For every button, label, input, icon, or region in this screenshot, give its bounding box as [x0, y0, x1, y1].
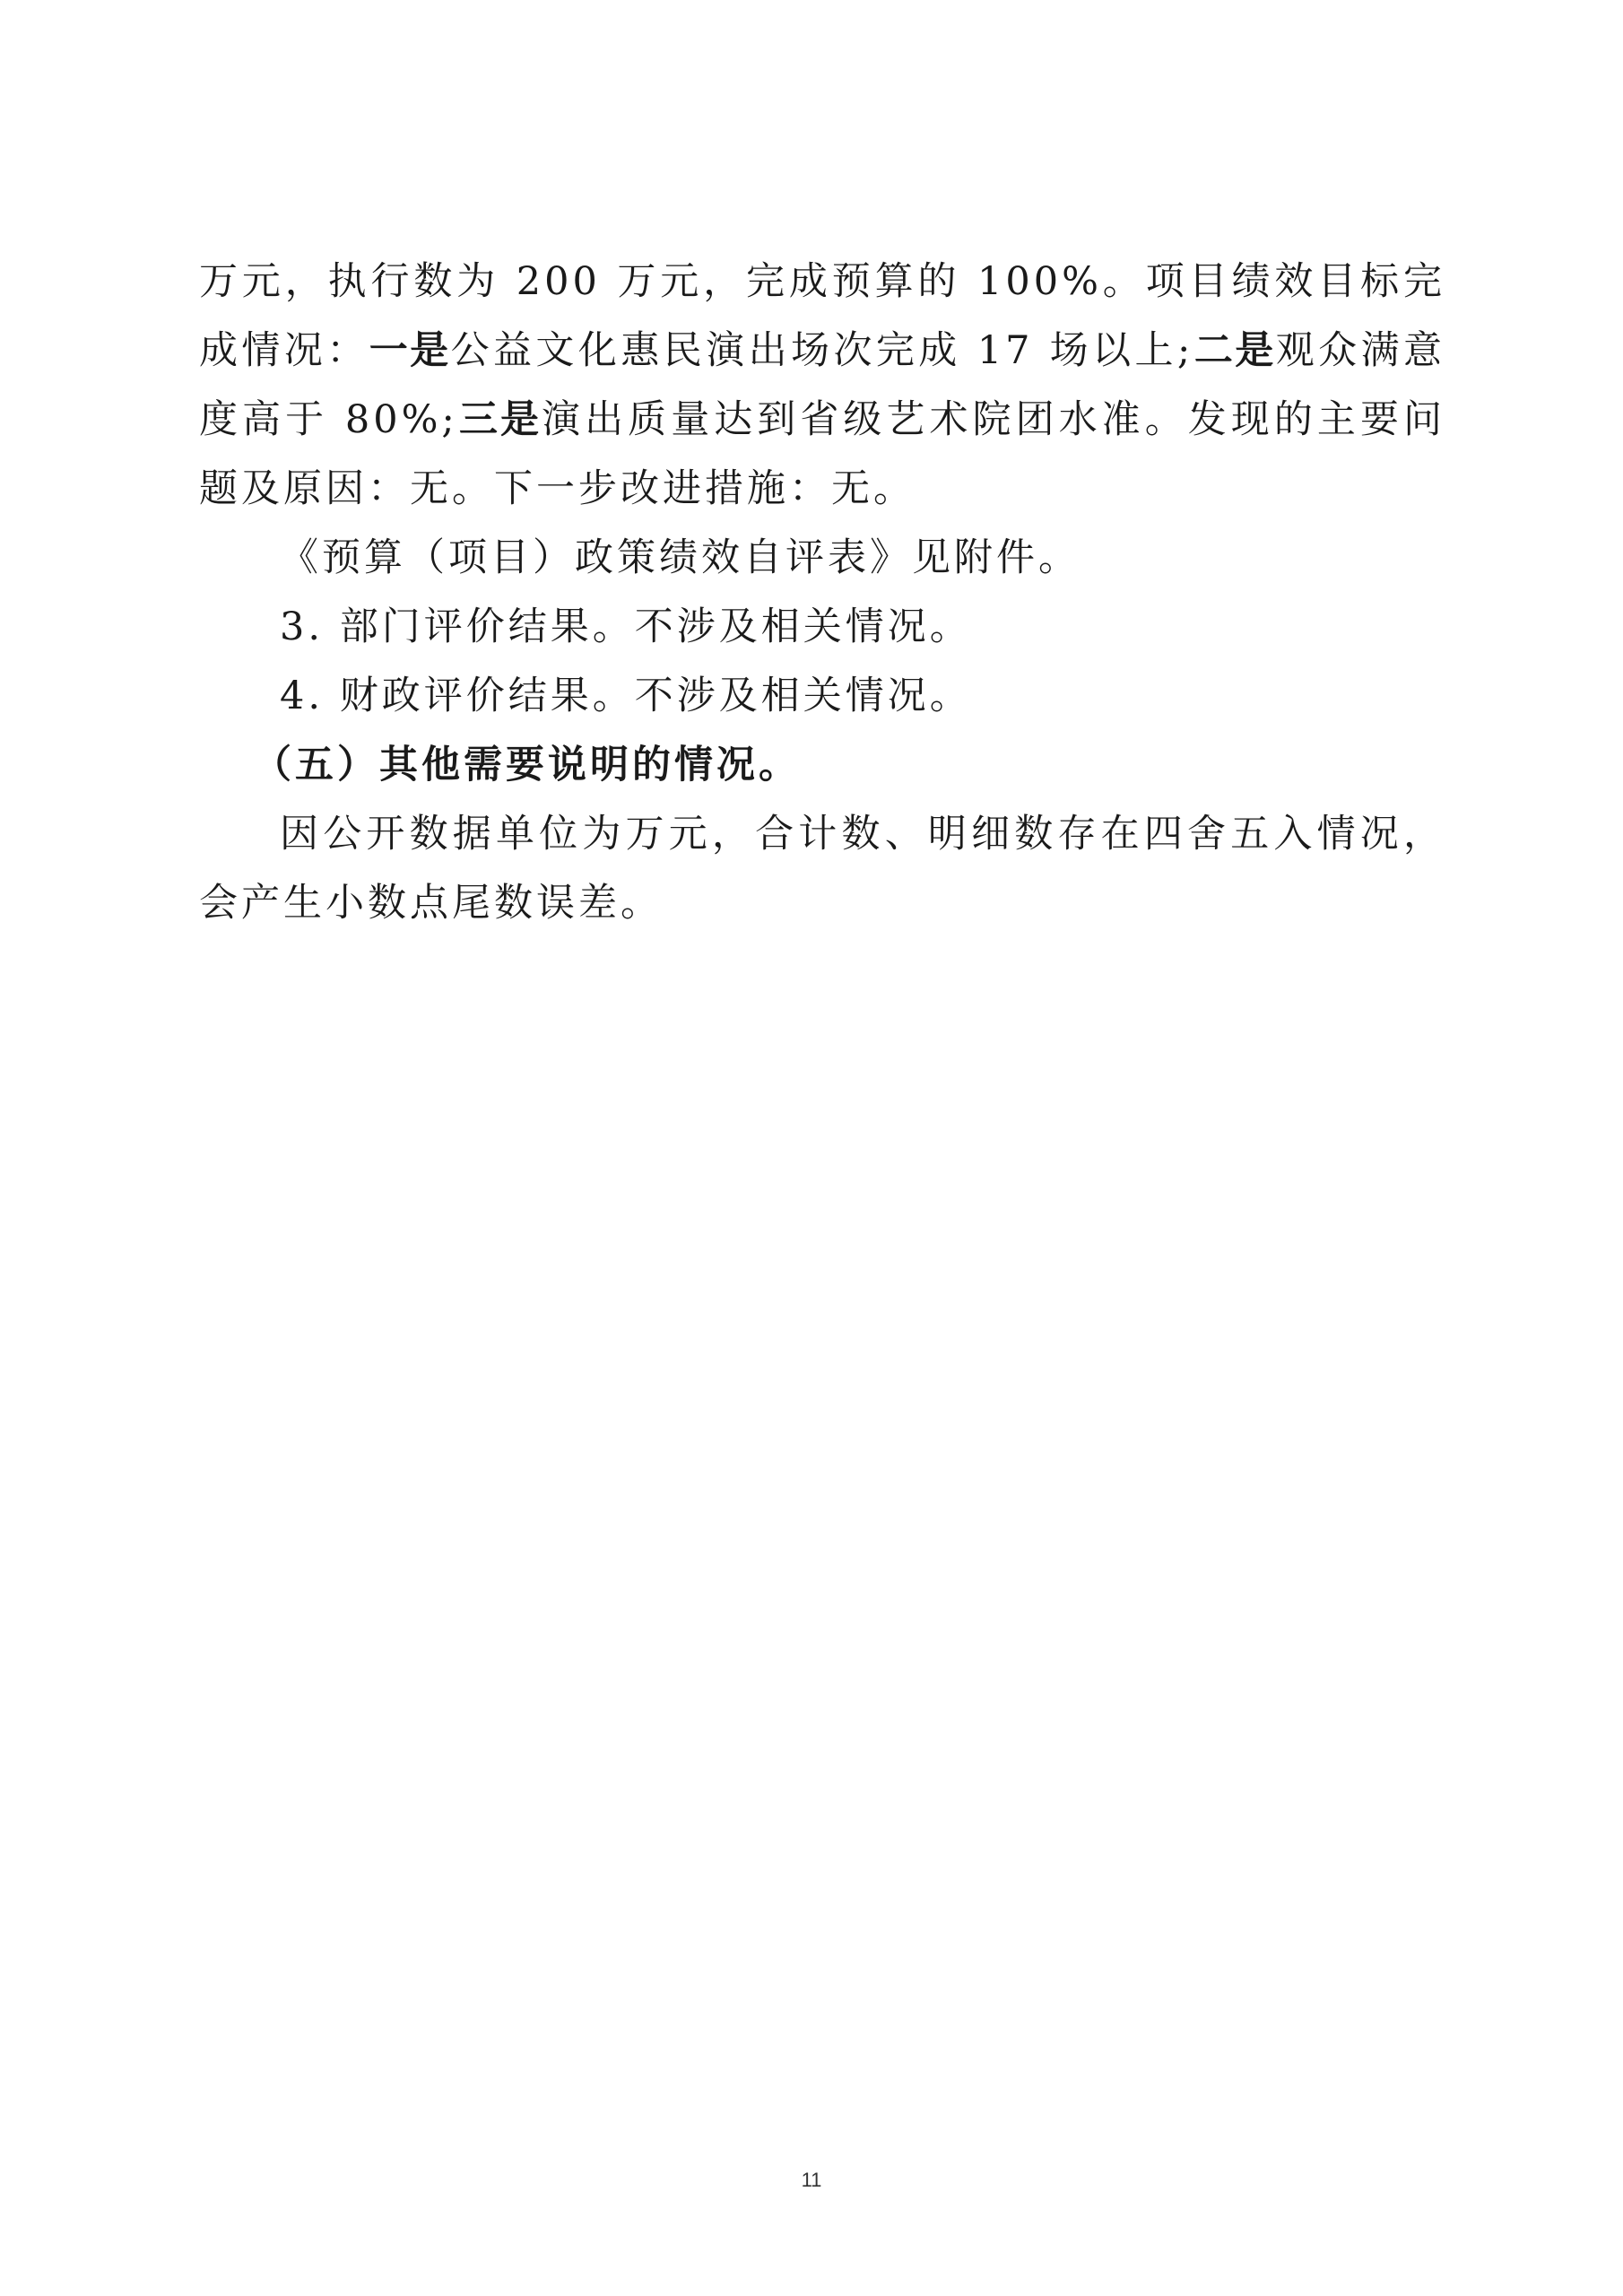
item-3-lead: 三是: [457, 397, 542, 442]
attachment-reference-paragraph: 《预算（项目）政策绩效自评表》见附件。: [280, 535, 1081, 580]
item-2-lead: 二是: [1193, 328, 1276, 373]
performance-intro-text: 万元，执行数为 200 万元，完成预算的 100%。项目绩效目标完成情况：: [199, 259, 1445, 373]
document-body: [199, 248, 1445, 938]
item-1-lead: 一是: [369, 328, 451, 373]
finance-evaluation-paragraph: 4. 财政评价结果。不涉及相关情况。: [280, 674, 972, 718]
item-1-text: 公益文化惠民演出场次完成 17 场以上;: [450, 328, 1194, 373]
page-number: 11: [801, 2169, 822, 2191]
department-evaluation-paragraph: 3. 部门评价结果。不涉及相关情况。: [280, 604, 972, 649]
item-2-text: 观众满意度高于 80%;: [199, 328, 1446, 442]
performance-paragraph: [199, 248, 1445, 524]
section-heading-other-notes: （五）其他需要说明的情况。: [253, 743, 801, 787]
item-3-text: 演出质量达到省级艺术院团水准。发现的主要问题及原因：无。下一步改进措施：无。: [199, 397, 1445, 511]
rounding-note-paragraph: 因公开数据单位为万元，合计数、明细数存在四舍五入情况，会产生小数点尾数误差。: [199, 812, 1445, 926]
